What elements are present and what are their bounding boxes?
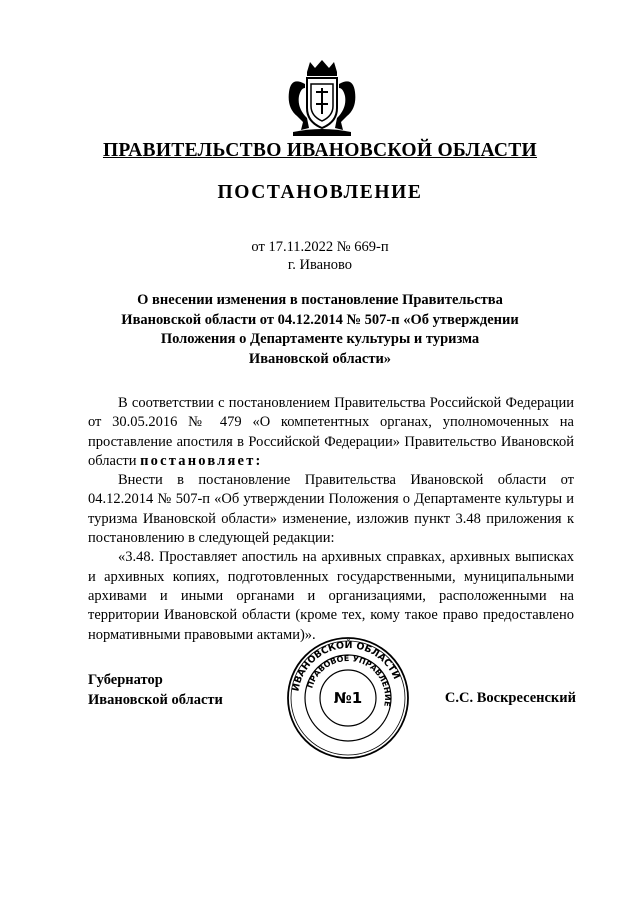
- stamp-middle-text: ПРАВОВОЕ УПРАВЛЕНИЕ: [305, 653, 393, 708]
- coat-of-arms-icon: [283, 58, 361, 138]
- heading-line: Положения о Департаменте культуры и туризма: [160, 331, 480, 347]
- organization-title: ПРАВИТЕЛЬСТВО ИВАНОВСКОЙ ОБЛАСТИ: [102, 140, 538, 161]
- heading-line: Ивановской области»: [248, 350, 392, 367]
- signer-title-line: Ивановской области: [88, 691, 223, 708]
- heading-line: О внесении изменения в постановление Правительства: [137, 292, 503, 308]
- heading-line: Ивановской области от 04.12.2014 № 507-п «Об утверждении: [121, 311, 519, 328]
- city: г. Иваново: [287, 257, 353, 273]
- signer-name: С.С. Воскресенский: [444, 690, 576, 706]
- date-number: от 17.11.2022 № 669-п: [251, 239, 389, 255]
- stamp-number: №1: [333, 689, 363, 707]
- body-paragraph: «3.48. Проставляет апостиль на архивных справках, архивных выписках и архивных копиях, подготовленных государственными, муниципальными архивами и иными органами и организациями, расположенными на территории Ивановской области (кроме тех, кому такое право предоставлено нормативными правовыми актами)».: [88, 549, 574, 643]
- stamp-outer-text: ИВАНОВСКОЙ ОБЛАСТИ: [290, 639, 402, 693]
- document-heading: [110, 291, 530, 369]
- decree-word: постановляет:: [140, 452, 263, 469]
- signer-title: [88, 671, 223, 710]
- official-stamp: [286, 636, 410, 760]
- body-paragraph: Внести в постановление Правительства Ивановской области от 04.12.2014 № 507-п «Об утверждении Положения о Департаменте культуры и туризма Ивановской области» изменение, изложив пункт 3.48 приложения к постановлению в следующей редакции:: [88, 472, 574, 547]
- signer-title-line: Губернатор: [88, 672, 163, 688]
- document-type: ПОСТАНОВЛЕНИЕ: [217, 182, 423, 203]
- body-paragraph: [88, 394, 574, 471]
- paragraph-preamble: В соответствии с постановлением Правительства Российской Федерации от 30.05.2016 № 479 «О компетентных органах, уполномоченных на проставление апостиля в Российской Федерации» Правительство Ивановской области: [88, 395, 574, 469]
- document-body: [88, 394, 574, 645]
